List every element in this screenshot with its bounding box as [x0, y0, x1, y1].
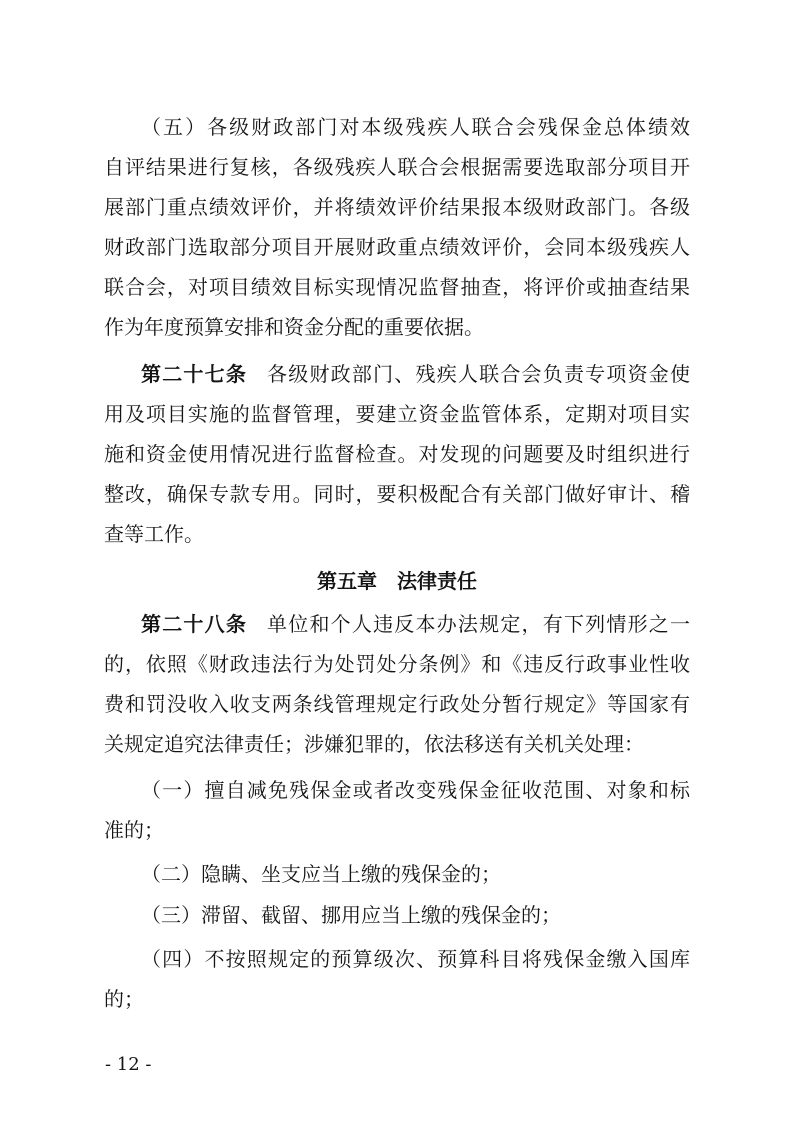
article-27: [104, 354, 690, 554]
text-line: 用及项目实施的监督管理，要建立资金监管体系，定期对项目实: [104, 402, 690, 426]
text-line: 联合会，对项目绩效目标实现情况监督抽查，将评价或抽查结果: [104, 275, 690, 299]
text-line: 财政部门选取部分项目开展财政重点绩效评价，会同本级残疾人: [104, 235, 690, 259]
article-text: 各级财政部门、残疾人联合会负责专项资金使: [267, 362, 691, 386]
article-28: [104, 604, 690, 764]
text-line: （三）滞留、截留、挪用应当上缴的残保金的；: [141, 903, 561, 927]
chapter-heading: [104, 561, 690, 601]
chapter-title: 法律责任: [397, 569, 477, 593]
list-item: [104, 770, 690, 850]
text-line: 自评结果进行复核，各级残疾人联合会根据需要选取部分项目开: [104, 155, 690, 179]
document-body: [104, 107, 690, 1019]
chapter-number: 第五章: [317, 569, 377, 593]
text-line: （四）不按照规定的预算级次、预算科目将残保金缴入国库: [141, 947, 690, 971]
article-text: 单位和个人违反本办法规定，有下列情形之一: [267, 612, 691, 636]
article-label: 第二十七条: [141, 362, 248, 386]
text-line: （二）隐瞒、坐支应当上缴的残保金的；: [141, 862, 501, 886]
text-line: 费和罚没收入收支两条线管理规定行政处分暂行规定》等国家有: [104, 692, 690, 716]
list-item: [104, 854, 690, 894]
list-item: [104, 895, 690, 935]
text-line: （五）各级财政部门对本级残疾人联合会残保金总体绩效: [141, 115, 690, 139]
text-line: 的；: [104, 987, 144, 1011]
text-line: 作为年度预算安排和资金分配的重要依据。: [104, 315, 484, 339]
text-line: （一）擅自减免残保金或者改变残保金征收范围、对象和标: [141, 778, 690, 802]
text-line: [104, 604, 690, 644]
text-line: 整改，确保专款专用。同时，要积极配合有关部门做好审计、稽: [104, 482, 690, 506]
paragraph-item-5: [104, 107, 690, 347]
list-item: [104, 939, 690, 1019]
text-line: [104, 354, 690, 394]
text-line: 准的；: [104, 818, 164, 842]
text-line: 展部门重点绩效评价，并将绩效评价结果报本级财政部门。各级: [104, 195, 690, 219]
page-number: - 12 -: [105, 1054, 152, 1075]
article-label: 第二十八条: [141, 612, 248, 636]
text-line: 的，依照《财政违法行为处罚处分条例》和《违反行政事业性收: [104, 652, 690, 676]
text-line: 关规定追究法律责任；涉嫌犯罪的，依法移送有关机关处理：: [104, 732, 644, 756]
text-line: 查等工作。: [104, 522, 204, 546]
text-line: 施和资金使用情况进行监督检查。对发现的问题要及时组织进行: [104, 442, 690, 466]
